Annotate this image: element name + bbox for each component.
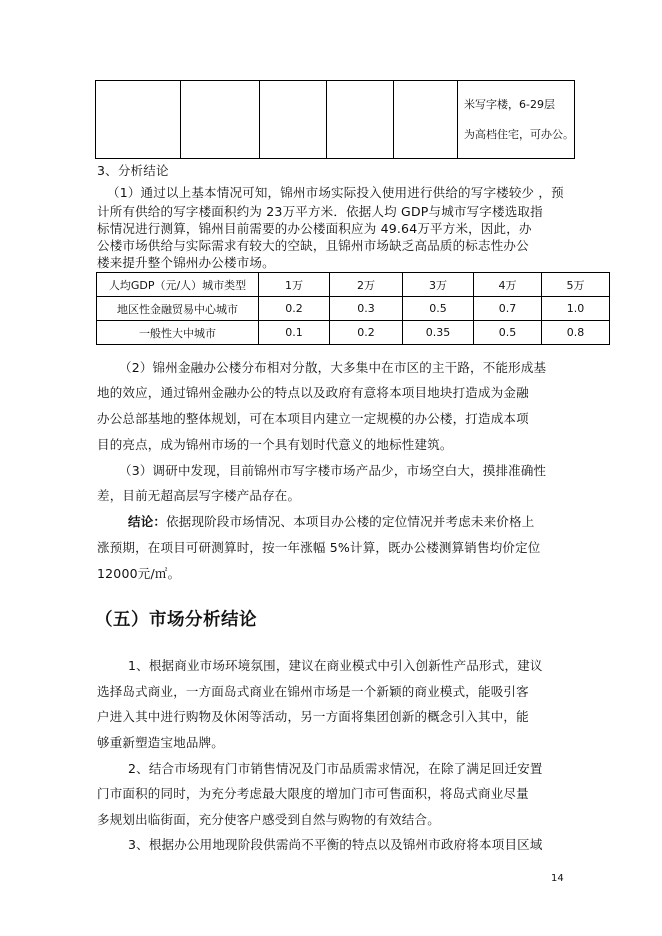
table-cell bbox=[181, 81, 260, 159]
table-cell-last bbox=[458, 81, 575, 159]
cell-line: 为高档住宅，可办公。 bbox=[464, 127, 574, 141]
table-cell: 0.2 bbox=[259, 297, 330, 321]
table-cell bbox=[96, 81, 181, 159]
paragraph-line: 3、根据办公用地现阶段供需尚不平衡的特点以及锦州市政府将本项目区域 bbox=[128, 837, 543, 852]
table-cell: 一般性大中城市 bbox=[97, 321, 259, 345]
paragraph-line: 公楼市场供给与实际需求有较大的空缺，且锦州市场缺乏高品质的标志性办公 bbox=[97, 238, 529, 253]
paragraph-line: 差，目前无超高层写字楼产品存在。 bbox=[97, 488, 301, 503]
paragraph-line: 计所有供给的写字楼面积约为 23万平方米．依据人均 GDP与城市写字楼选取指 bbox=[97, 204, 543, 219]
table-cell: 0.3 bbox=[330, 297, 403, 321]
table-cell bbox=[394, 81, 458, 159]
top-table-fragment bbox=[95, 80, 575, 159]
paragraph-line: 1、根据商业市场环境氛围，建议在商业模式中引入创新性产品形式，建议 bbox=[128, 658, 543, 673]
table-cell: 0.5 bbox=[474, 321, 542, 345]
paragraph-line: 2、结合市场现有门市销售情况及门市品质需求情况，在除了满足回迁安置 bbox=[128, 761, 543, 776]
paragraph-line: 地的效应，通过锦州金融办公的特点以及政府有意将本项目地块打造成为金融 bbox=[97, 385, 529, 400]
paragraph-line: 选择岛式商业，一方面岛式商业在锦州市场是一个新颖的商业模式，能吸引客 bbox=[97, 684, 529, 699]
paragraph-line: 办公总部基地的整体规划，可在本项目内建立一定规模的办公楼，打造成本项 bbox=[97, 411, 529, 426]
table-row bbox=[97, 321, 610, 345]
table-cell bbox=[260, 81, 327, 159]
table-cell: 0.2 bbox=[330, 321, 403, 345]
table-header-cell: 人均GDP（元/人）城市类型 bbox=[97, 273, 259, 297]
table-cell: 0.7 bbox=[474, 297, 542, 321]
table-header-cell: 2万 bbox=[330, 273, 403, 297]
table-cell: 地区性金融贸易中心城市 bbox=[97, 297, 259, 321]
paragraph-line: （3）调研中发现，目前锦州市写字楼市场产品少，市场空白大，摸排准确性 bbox=[119, 463, 547, 478]
conclusion-label: 结论： bbox=[128, 514, 167, 529]
table-header-row bbox=[97, 273, 610, 297]
table-header-cell: 1万 bbox=[259, 273, 330, 297]
table-header-cell: 5万 bbox=[542, 273, 610, 297]
gdp-office-demand-table bbox=[96, 272, 610, 345]
conclusion-text: 依据现阶段市场情况、本项目办公楼的定位情况并考虑未来价格上 bbox=[166, 514, 535, 529]
paragraph-line: 标情况进行测算，锦州目前需要的办公楼面积应为 49.64万平方米，因此，办 bbox=[97, 221, 532, 236]
paragraph-line: 目的亮点，成为锦州市场的一个具有划时代意义的地标性建筑。 bbox=[97, 437, 453, 452]
conclusion-line: 涨预期，在项目可研测算时，按一年涨幅 5%计算，既办公楼测算销售均价定位 bbox=[97, 540, 541, 555]
table-cell: 0.8 bbox=[542, 321, 610, 345]
cell-line: 米写字楼，6-29层 bbox=[464, 97, 555, 111]
conclusion-line bbox=[128, 513, 534, 530]
paragraph-line: 户进入其中进行购物及休闲等活动，另一方面将集团创新的概念引入其中，能 bbox=[97, 709, 529, 724]
table-cell: 0.5 bbox=[403, 297, 474, 321]
table-cell: 0.1 bbox=[259, 321, 330, 345]
conclusion-line: 12000元/㎡。 bbox=[97, 566, 181, 581]
paragraph-line: （2）锦州金融办公楼分布相对分散，大多集中在市区的主干路，不能形成基 bbox=[119, 360, 547, 375]
table-header-cell: 4万 bbox=[474, 273, 542, 297]
paragraph-line: 门市面积的同时，为充分考虑最大限度的增加门市可售面积，将岛式商业尽量 bbox=[97, 786, 529, 801]
section-title: 3、分析结论 bbox=[97, 163, 169, 178]
table-row bbox=[97, 297, 610, 321]
table-header-cell: 3万 bbox=[403, 273, 474, 297]
paragraph-line: 多规划出临街面，充分使客户感受到自然与购物的有效结合。 bbox=[97, 812, 440, 827]
section-heading: （五）市场分析结论 bbox=[95, 610, 257, 630]
table-cell: 0.35 bbox=[403, 321, 474, 345]
paragraph-line: （1）通过以上基本情况可知，锦州市场实际投入使用进行供给的写字楼较少 ，预 bbox=[107, 185, 564, 200]
page-number: 14 bbox=[551, 873, 564, 884]
paragraph-line: 楼来提升整个锦州办公楼市场。 bbox=[97, 255, 275, 270]
table-cell: 1.0 bbox=[542, 297, 610, 321]
paragraph-line: 够重新塑造宝地品牌。 bbox=[97, 735, 225, 750]
table-cell bbox=[327, 81, 394, 159]
